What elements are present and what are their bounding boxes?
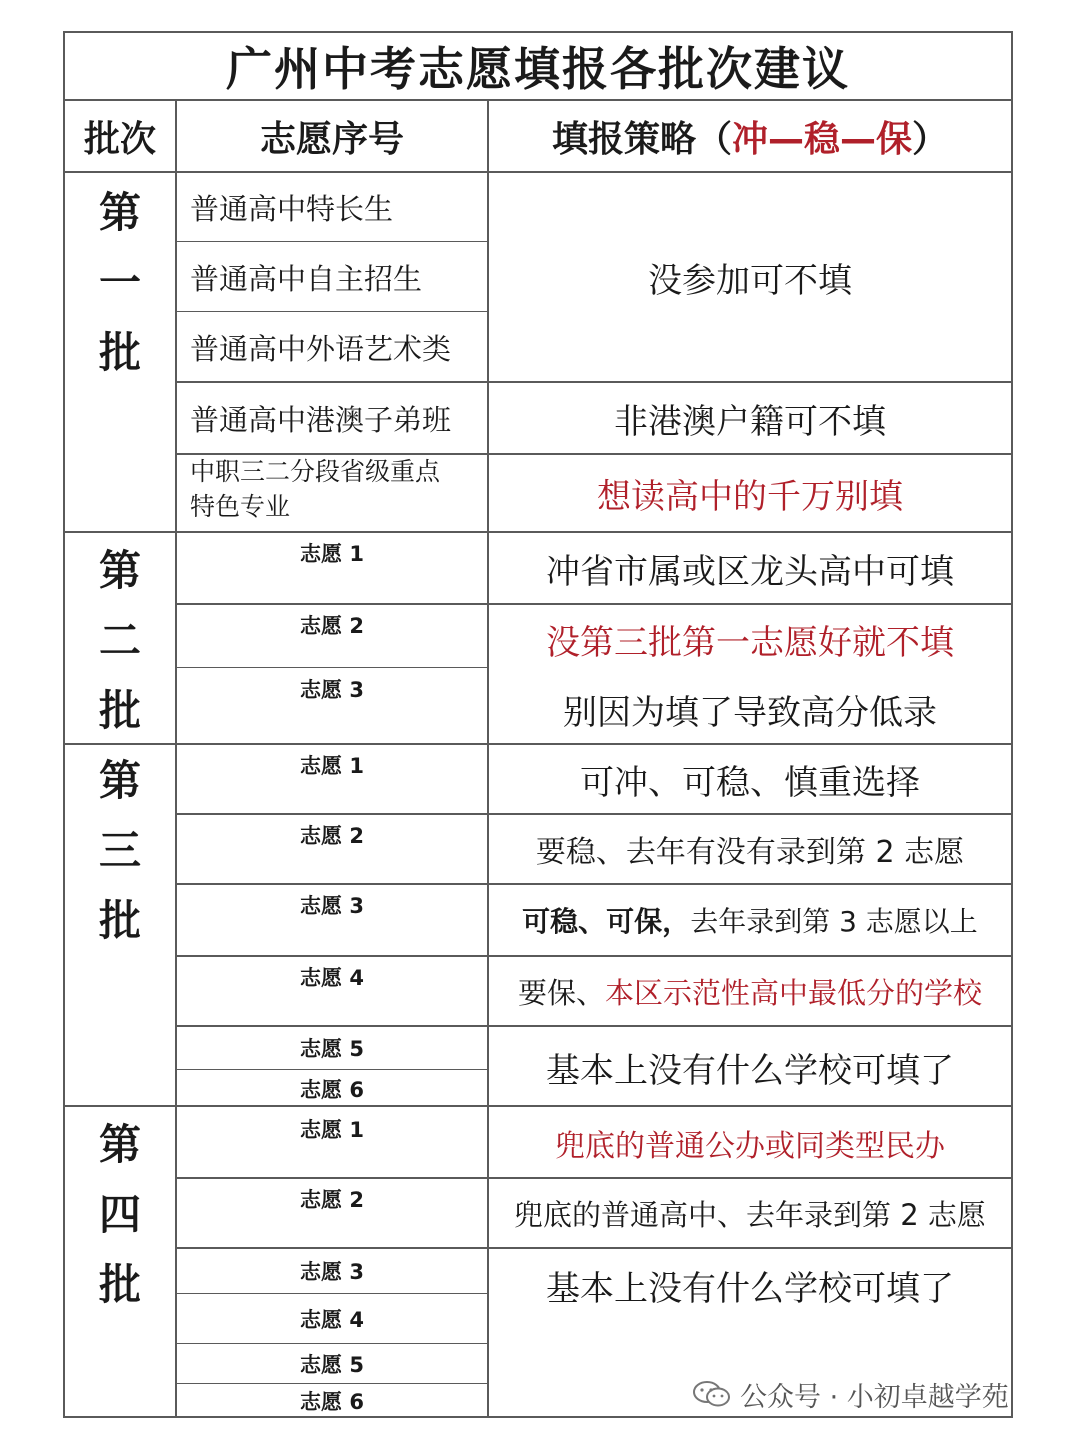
- rule-b3-vol-4: [175, 1025, 1012, 1027]
- rule-col-2: [487, 99, 489, 1418]
- batch2-strategy-2: 没第三批第一志愿好就不填: [546, 622, 954, 663]
- rule-b4-vol-3: [175, 1293, 488, 1294]
- rule-batch1-end: [63, 531, 1013, 533]
- batch2-char-1: 第: [98, 546, 141, 595]
- batch2-strategy-3: 别因为填了导致高分低录: [563, 692, 937, 733]
- batch3-volunteer-6: 志愿 6: [300, 1078, 364, 1102]
- rule-b4-vol-4: [175, 1343, 488, 1344]
- batch1-strategy-3: 想读高中的千万别填: [597, 476, 903, 517]
- batch4-volunteer-5: 志愿 5: [300, 1353, 364, 1377]
- batch4-volunteer-6: 志愿 6: [300, 1390, 364, 1414]
- rule-b4-vol-2: [175, 1247, 1012, 1249]
- rule-title: [63, 99, 1013, 101]
- header-strategy-highlight: 冲—稳—保: [731, 118, 912, 160]
- batch3-volunteer-4: 志愿 4: [300, 966, 364, 990]
- header-strategy-prefix: 填报策略（: [551, 118, 732, 160]
- batch4-char-2: 四: [98, 1190, 141, 1239]
- batch3-strategy-4-prefix: 要保、: [517, 975, 605, 1010]
- batch4-strategy-2: 兜底的普通高中、去年录到第 2 志愿: [514, 1197, 986, 1232]
- batch1-item-vocational: [176, 454, 488, 532]
- batch3-char-1: 第: [98, 756, 141, 805]
- batch1-char-1: 第: [98, 188, 141, 237]
- batch4-volunteer-4: 志愿 4: [300, 1308, 364, 1332]
- batch1-item-specialty: 普通高中特长生: [190, 191, 394, 226]
- batch3-label: [64, 746, 176, 1106]
- batch2-strategy-1: 冲省市属或区龙头高中可填: [546, 551, 954, 592]
- batch3-volunteer-3: 志愿 3: [300, 894, 364, 918]
- batch3-char-3: 批: [98, 896, 141, 945]
- rule-b3-vol-2: [175, 883, 1012, 885]
- rule-b4-vol-5: [175, 1383, 488, 1384]
- batch4-volunteer-1: 志愿 1: [300, 1118, 364, 1142]
- rule-header: [63, 171, 1013, 173]
- watermark: [692, 1372, 1009, 1416]
- batch1-label: [64, 178, 176, 532]
- header-strategy-suffix: ）: [912, 118, 949, 160]
- batch4-char-1: 第: [98, 1120, 141, 1169]
- batch4-volunteer-3: 志愿 3: [300, 1260, 364, 1284]
- rule-b1-item-1: [175, 241, 488, 242]
- batch4-char-3: 批: [98, 1260, 141, 1309]
- batch3-strategy-3-prefix: 可稳、可保，: [522, 905, 691, 938]
- rule-b2-vol-1: [175, 603, 1012, 605]
- rule-b1-item-4: [175, 453, 1012, 455]
- rule-b4-vol-1: [175, 1177, 1012, 1179]
- rule-b3-vol-3: [175, 955, 1012, 957]
- batch1-item-vocational-line1: 中职三二分段省级重点: [190, 457, 441, 486]
- batch3-volunteer-1: 志愿 1: [300, 754, 364, 778]
- batch3-strategy-5: 基本上没有什么学校可填了: [546, 1050, 954, 1091]
- border-right: [1011, 31, 1013, 1418]
- header-batch: 批次: [83, 118, 156, 160]
- batch2-volunteer-1: 志愿 1: [300, 542, 364, 566]
- batch4-volunteer-2: 志愿 2: [300, 1188, 364, 1212]
- batch3-strategy-3: [488, 884, 1012, 956]
- batch2-volunteer-3: 志愿 3: [300, 678, 364, 702]
- watermark-text: 公众号 · 小初卓越学苑: [740, 1381, 1009, 1413]
- batch3-strategy-4: [488, 956, 1012, 1026]
- rule-batch3-end: [63, 1105, 1013, 1107]
- batch2-char-3: 批: [98, 686, 141, 735]
- batch2-label: [64, 536, 176, 742]
- header-strategy: [488, 100, 1012, 172]
- batch4-label: [64, 1110, 176, 1418]
- batch3-char-2: 三: [98, 826, 141, 875]
- batch1-char-3: 批: [98, 328, 141, 377]
- batch3-volunteer-2: 志愿 2: [300, 824, 364, 848]
- batch3-volunteer-5: 志愿 5: [300, 1037, 364, 1061]
- border-top: [63, 31, 1013, 33]
- batch3-strategy-2: 要稳、去年有没有录到第 2 志愿: [535, 835, 965, 870]
- batch1-char-2: 一: [98, 258, 141, 307]
- rule-b2-vol-2: [175, 667, 488, 668]
- batch3-strategy-4-rest: 本区示范性高中最低分的学校: [605, 975, 983, 1010]
- rule-b3-vol-5: [175, 1069, 488, 1070]
- batch1-item-autonomous: 普通高中自主招生: [190, 261, 423, 296]
- rule-batch2-end: [63, 743, 1013, 745]
- batch4-strategy-3: 基本上没有什么学校可填了: [546, 1268, 954, 1309]
- rule-b3-vol-1: [175, 813, 1012, 815]
- border-bottom: [63, 1416, 1013, 1418]
- rule-col-1: [175, 99, 177, 1418]
- rule-b1-item-3: [175, 381, 1012, 383]
- batch1-strategy-1: 没参加可不填: [648, 260, 852, 301]
- batch3-strategy-1: 可冲、可稳、慎重选择: [580, 762, 920, 803]
- header-volunteer: 志愿序号: [259, 118, 404, 160]
- batch2-char-2: 二: [98, 616, 141, 665]
- table-title: 广州中考志愿填报各批次建议: [226, 42, 850, 96]
- batch1-strategy-2: 非港澳户籍可不填: [614, 401, 886, 442]
- wechat-icon: [692, 1379, 732, 1409]
- batch2-volunteer-2: 志愿 2: [300, 614, 364, 638]
- rule-b1-item-2: [175, 311, 488, 312]
- batch4-strategy-1: 兜底的普通公办或同类型民办: [555, 1129, 945, 1164]
- batch1-item-foreign-art: 普通高中外语艺术类: [190, 331, 452, 366]
- batch3-strategy-3-rest: 去年录到第 3 志愿以上: [690, 905, 978, 938]
- batch1-item-vocational-line2: 特色专业: [190, 492, 291, 521]
- batch1-item-hkmacau: 普通高中港澳子弟班: [190, 402, 452, 437]
- border-left: [63, 31, 65, 1418]
